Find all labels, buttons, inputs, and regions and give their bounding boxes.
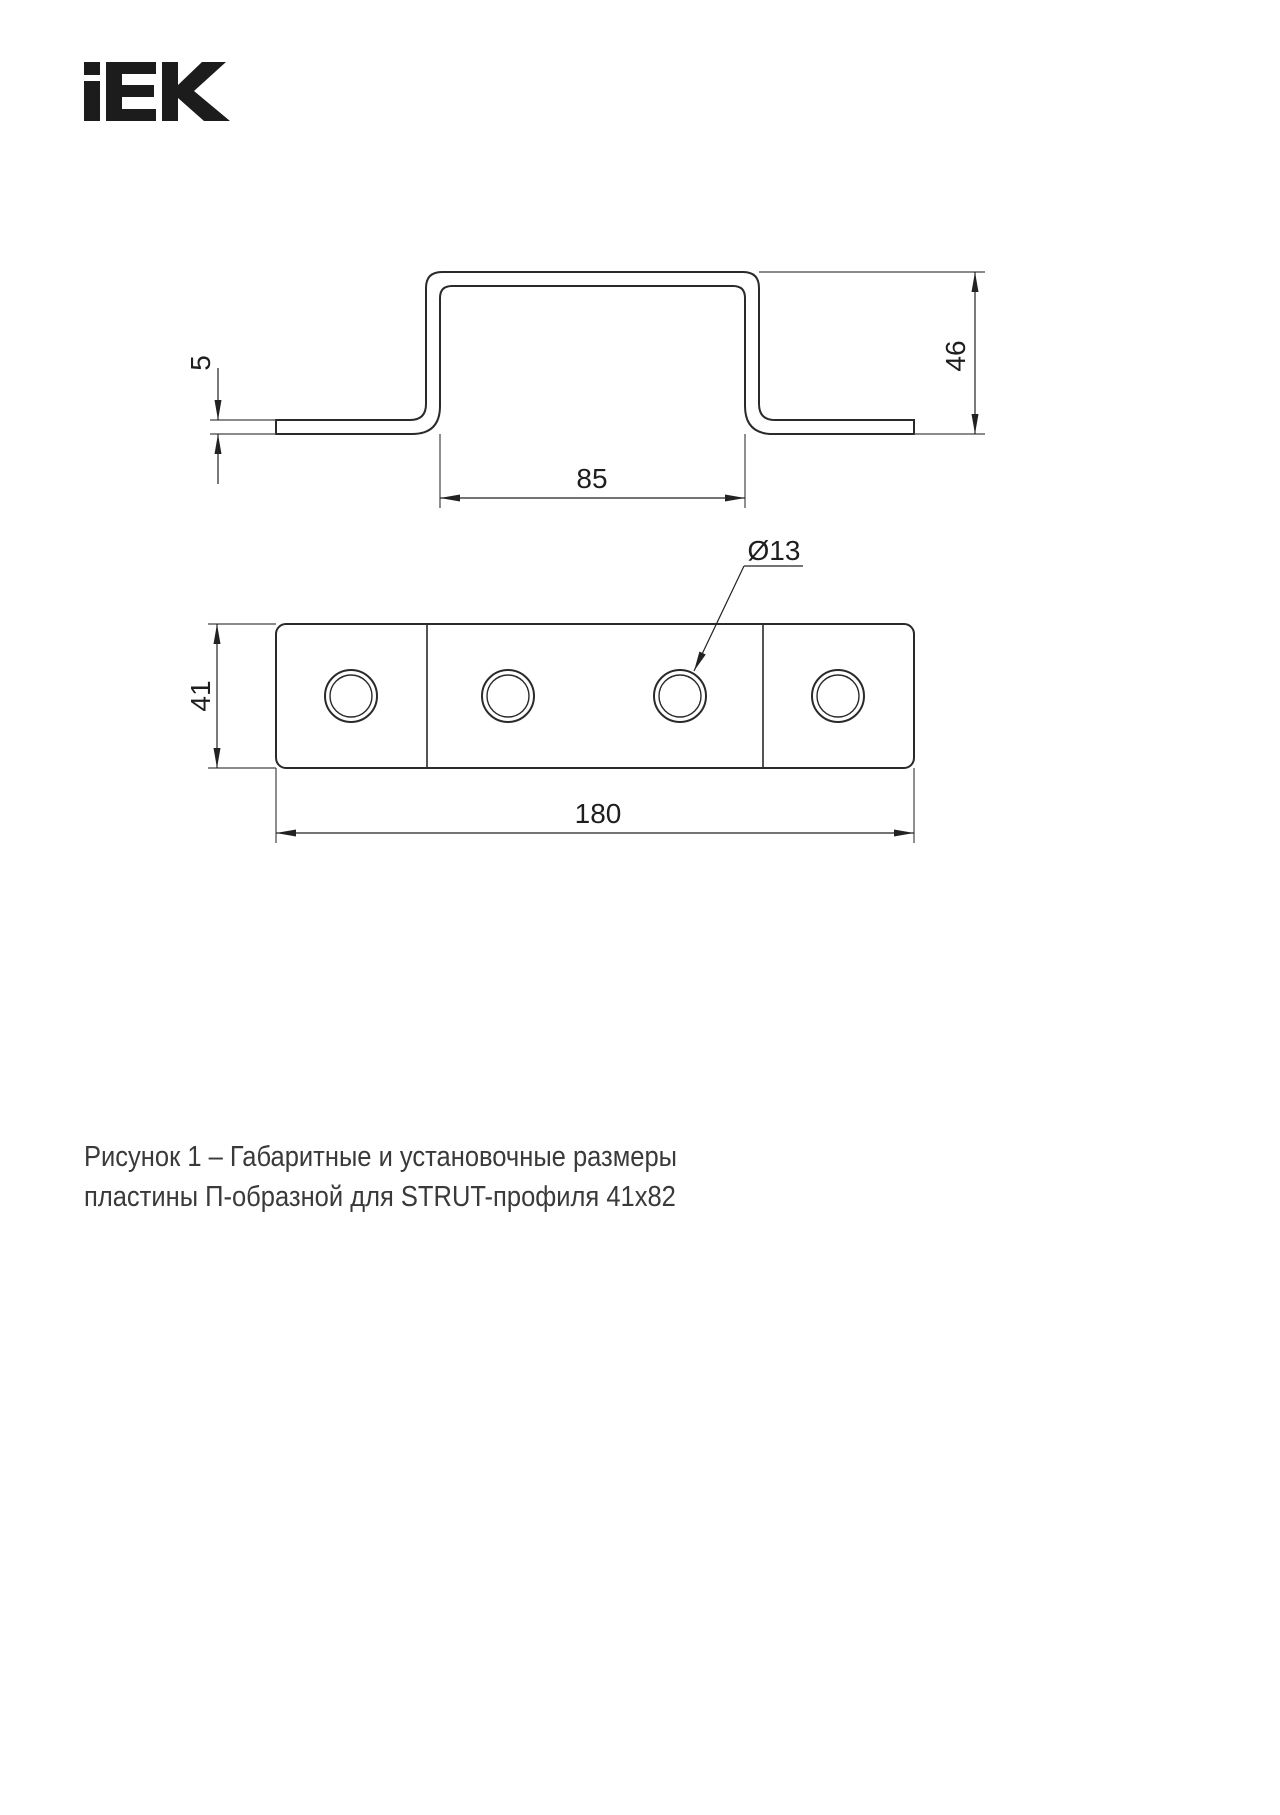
hole-diameter-label: Ø13 [747,535,801,566]
plate-width-label: 41 [185,680,216,712]
caption-line-1: Рисунок 1 – Габаритные и установочные размеры [84,1141,678,1173]
hole [325,670,377,722]
hole [654,670,706,722]
mounting-holes [325,670,864,722]
hole [812,670,864,722]
plate-length-label: 180 [574,798,622,829]
caption-line-2: пластины П-образной для STRUT-профиля 41х82 [84,1181,676,1213]
hole-diameter-leader [694,566,803,671]
side-view-profile [276,272,914,434]
height-label: 46 [940,340,971,372]
hole [482,670,534,722]
thickness-label: 5 [185,355,216,371]
figure-caption [84,1137,677,1217]
inner-width-label: 85 [576,463,608,494]
